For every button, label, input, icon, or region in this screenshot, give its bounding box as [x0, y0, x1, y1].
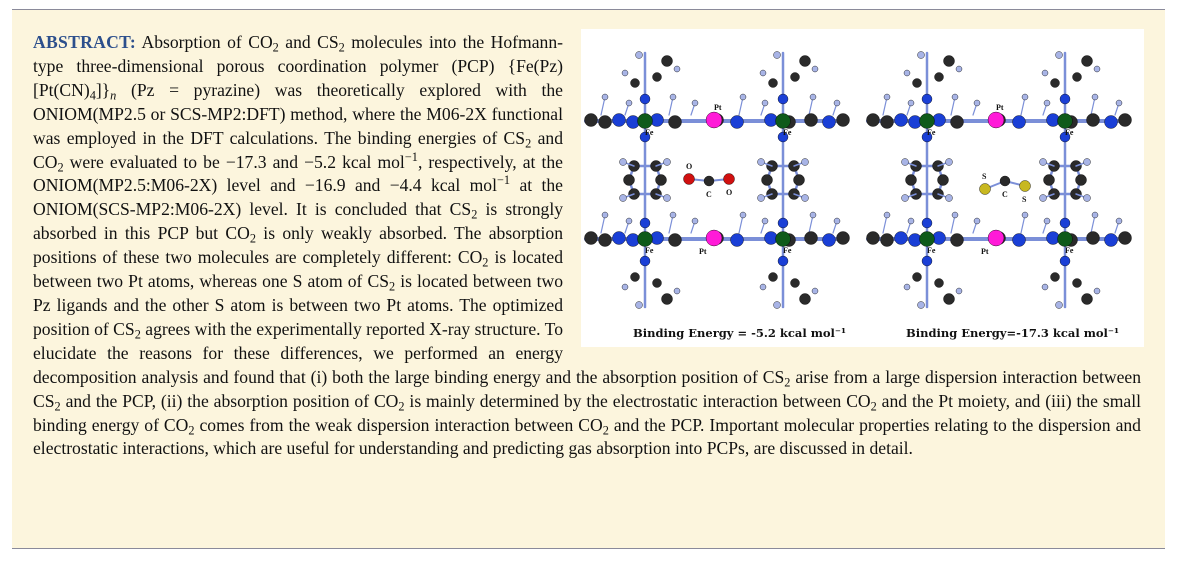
iron-atom	[638, 114, 653, 129]
platinum-label: Pt	[996, 103, 1004, 112]
guest-atom	[1020, 181, 1031, 192]
platinum-label: Pt	[714, 103, 722, 112]
iron-label: Fe	[927, 128, 936, 137]
iron-label: Fe	[1065, 246, 1074, 255]
iron-atom	[638, 232, 653, 247]
iron-label: Fe	[783, 128, 792, 137]
iron-atom	[1058, 114, 1073, 129]
abstract-label: ABSTRACT:	[33, 32, 137, 52]
abstract-box	[12, 9, 1165, 549]
platinum-atom	[706, 112, 722, 128]
guest-atom	[1000, 176, 1010, 186]
iron-atom	[920, 232, 935, 247]
platinum-label: Pt	[699, 247, 707, 256]
figure-panel-co2	[585, 52, 850, 309]
figure-panel-cs2	[867, 52, 1132, 309]
guest-atom	[704, 176, 714, 186]
iron-label: Fe	[645, 246, 654, 255]
guest-molecule	[980, 172, 1031, 204]
iron-atom	[776, 114, 791, 129]
guest-atom-label: S	[982, 172, 987, 181]
guest-atom-label: C	[1002, 190, 1008, 199]
binding-energy-caption-cs2: Binding Energy=-17.3 kcal mol⁻¹	[906, 326, 1120, 340]
guest-atom-label: S	[1022, 195, 1027, 204]
platinum-label: Pt	[981, 247, 989, 256]
platinum-atom	[988, 112, 1004, 128]
iron-label: Fe	[645, 128, 654, 137]
platinum-atom	[706, 230, 722, 246]
iron-label: Fe	[1065, 128, 1074, 137]
guest-atom	[724, 174, 735, 185]
guest-atom	[684, 174, 695, 185]
guest-atom-label: O	[686, 162, 693, 171]
toc-graphic	[581, 29, 1144, 347]
platinum-atom	[988, 230, 1004, 246]
guest-molecule	[684, 162, 735, 199]
iron-atom	[920, 114, 935, 129]
abstract-text: Fe Fe Fe Fe Pt Pt O C O Fe Fe Fe Fe Pt Pt S C S Binding Energy = -5.2 kcal mol⁻¹ Binding Energy=-17.3 kcal mol⁻¹ ABSTRACT: Absorption of $CO_2$ and $CS_2$ molecules into the Hofmann-type three-dimensional porous coordination polymer (PCP) $\{Fe(Pz)[Pt(CN)_4]\}_n$ (Pz = pyrazine) was theoretically explored with the ONIOM(MP2.5 or SCS-MP2:DFT) method, where the M06-2X functional was employed in the DFT calculations. The binding energies of $CS_2$ and $CO_2$ were evaluated to be −17.3 and −5.2 kcal mol$^{-1}$, respectively, at the ONIOM(MP2.5:M06-2X) level and −16.9 and −4.4 kcal mol$^{-1}$ at the ONIOM(SCS-MP2:M06-2X) level. It is concluded that $CS_2$ is strongly absorbed in this PCP but $CO_2$ is only weakly absorbed. The absorption positions of these two molecules are completely different: $CO_2$ is located between two Pt atoms, whereas one S atom of $CS_2$ is located between two Pz ligands and the other S atom is between two Pt atoms. The optimized position of $CS_2$ agrees with the experimentally reported X-ray structure. To elucidate the reasons for these differences, we performed an energy decomposition analysis and found that (i) both the large binding energy and the absorption position of $CS_2$ arise from a large dispersion interaction between $CS_2$ and the PCP, (ii) the absorption position of $CO_2$ is mainly determined by the electrostatic interaction between $CO_2$ and the Pt moiety, and (iii) the small binding energy of $CO_2$ comes from the weak dispersion interaction between $CO_2$ and the PCP. Important molecular properties relating to the dispersion and electrostatic interactions, which are useful for understanding and predicting gas absorption into PCPs, are discussed in detail.	[33, 31, 1141, 461]
guest-atom-label: C	[706, 190, 712, 199]
iron-label: Fe	[783, 246, 792, 255]
binding-energy-caption-co2: Binding Energy = -5.2 kcal mol⁻¹	[633, 326, 847, 340]
iron-atom	[776, 232, 791, 247]
guest-atom	[980, 184, 991, 195]
guest-atom-label: O	[726, 188, 733, 197]
iron-atom	[1058, 232, 1073, 247]
iron-label: Fe	[927, 246, 936, 255]
